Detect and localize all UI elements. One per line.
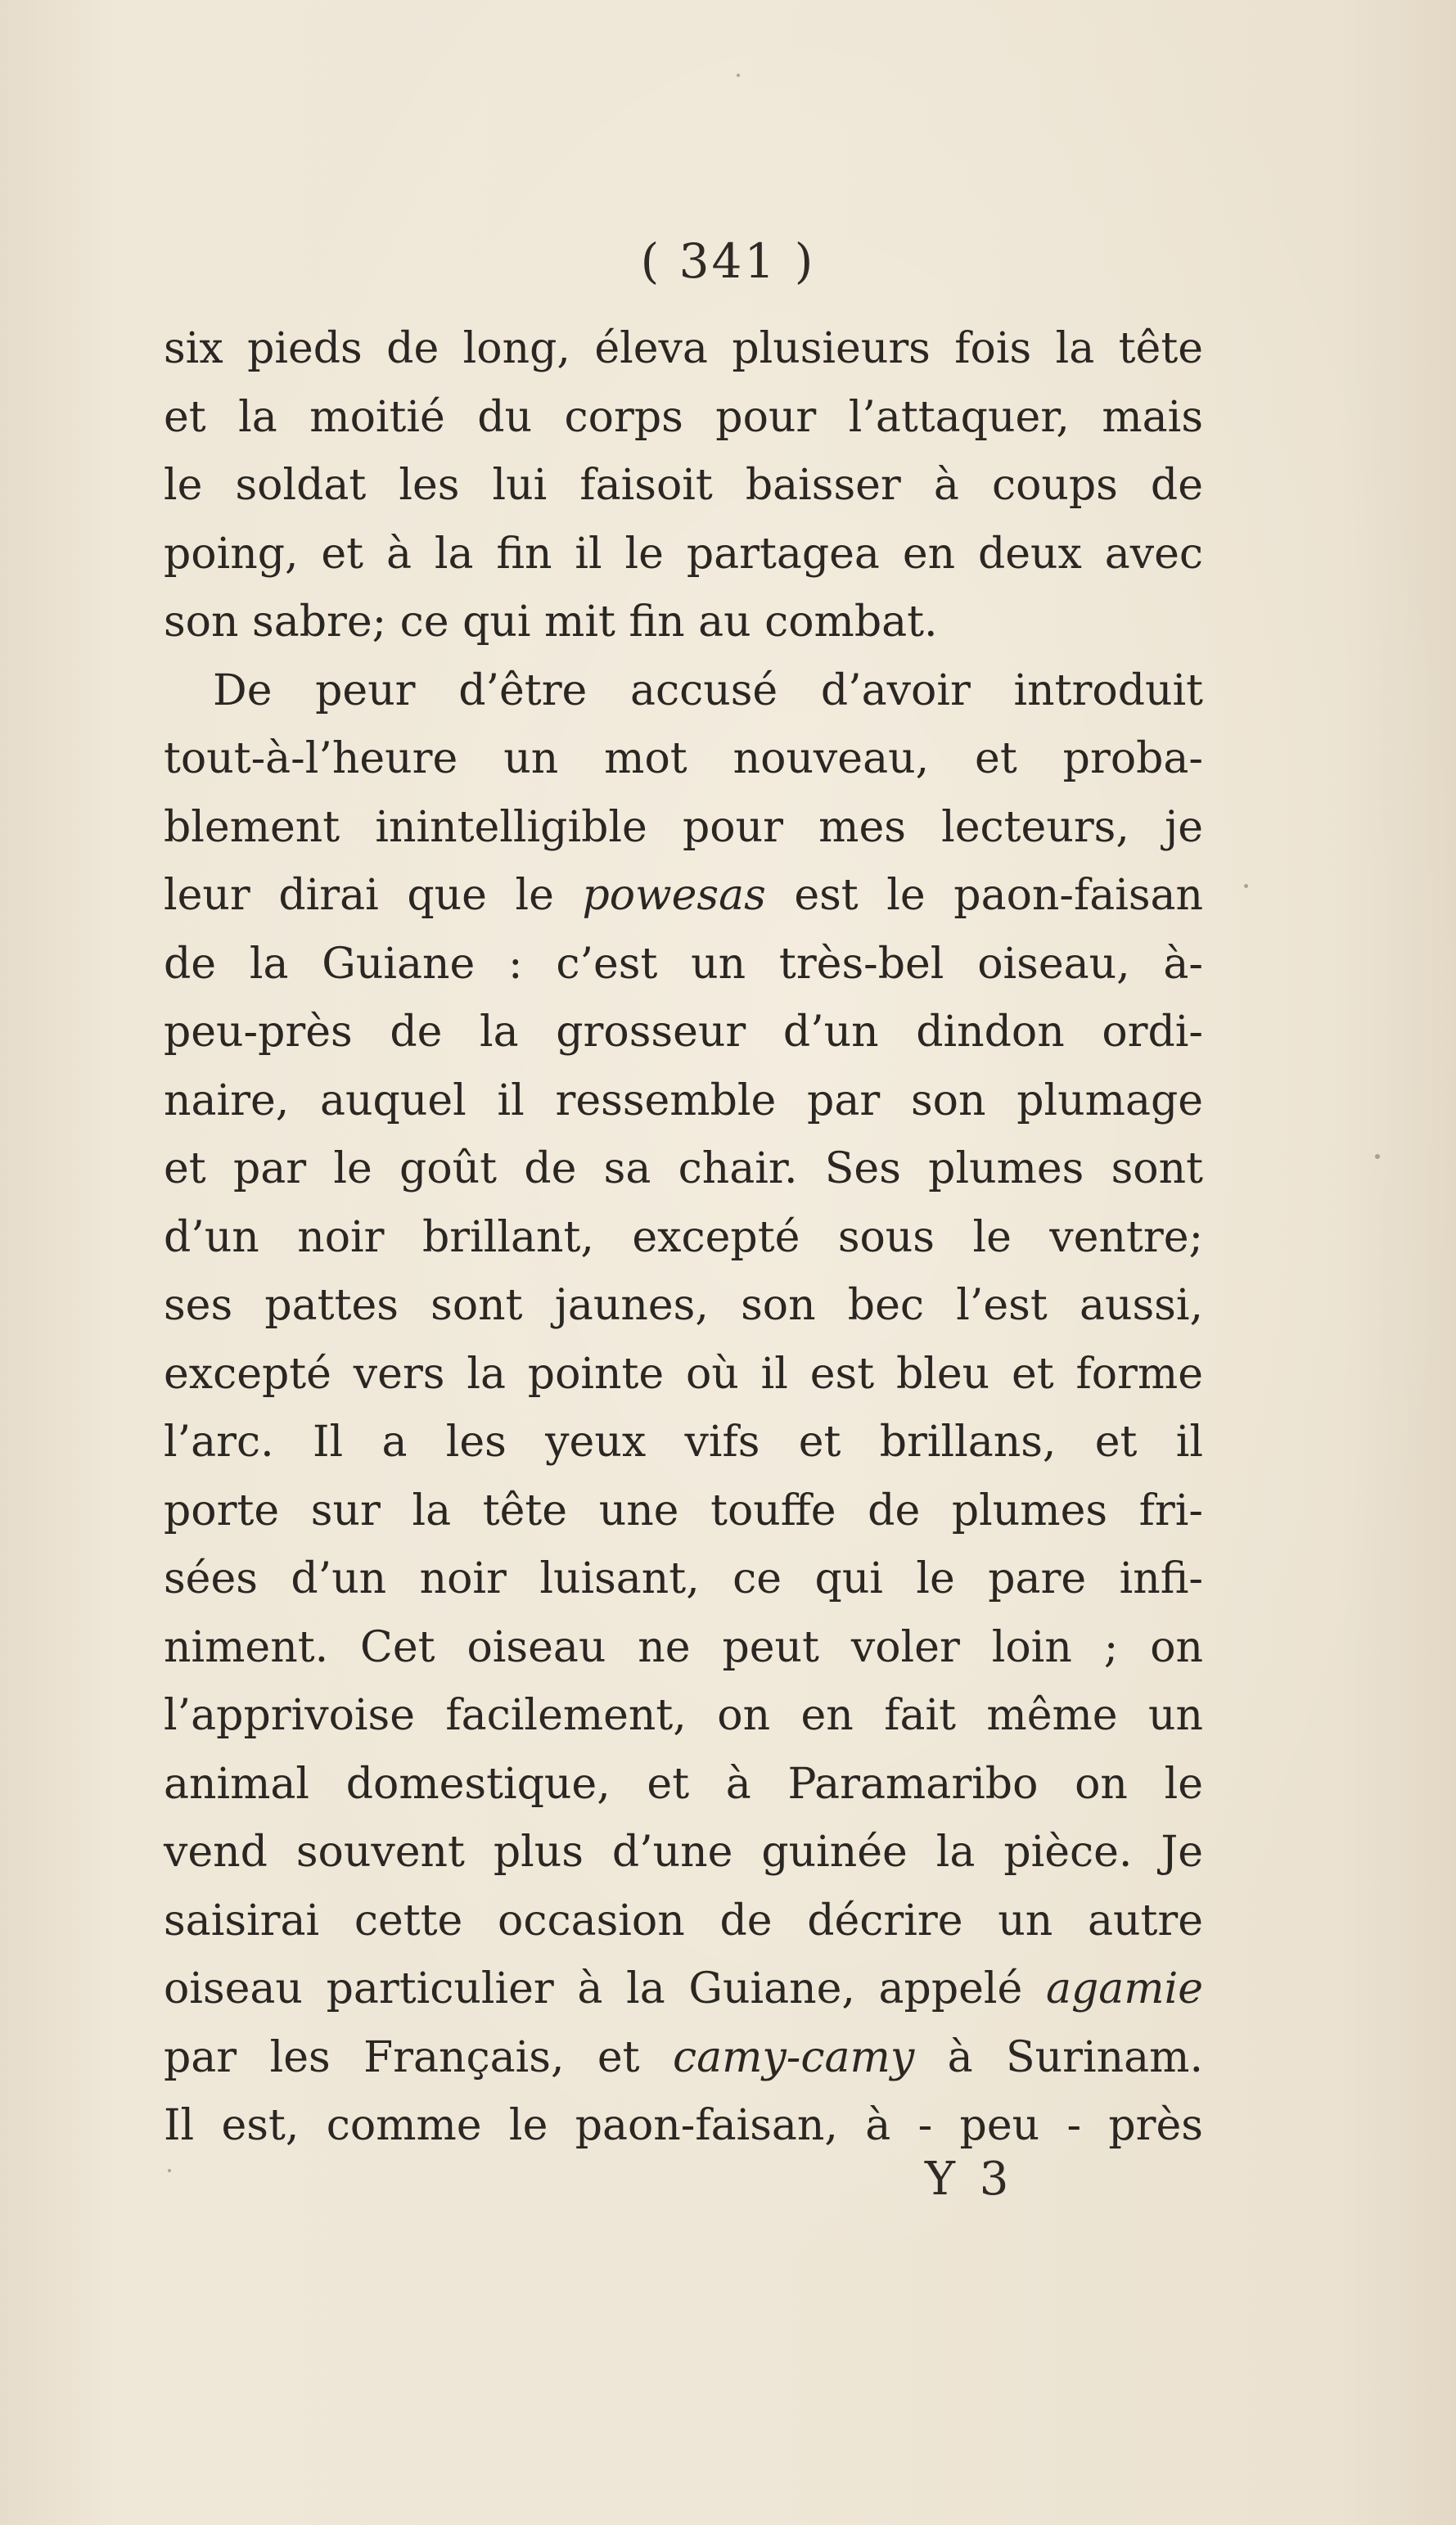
- text-segment: est le paon-faisan: [765, 871, 1204, 920]
- text-line: porte sur la tête une touffe de plumes fri-: [164, 1486, 1203, 1535]
- text-line: animal domestique, et à Paramaribo on le: [164, 1759, 1203, 1809]
- text-segment: oiseau particulier à la Guiane, appelé: [164, 1964, 1046, 2013]
- signature-mark: Y 3: [925, 2153, 1014, 2206]
- paper-speck: [1375, 1154, 1380, 1159]
- paper-speck: [168, 2169, 171, 2172]
- text-segment: leur dirai que le: [164, 871, 583, 920]
- text-segment: à Surinam.: [914, 2032, 1203, 2082]
- page-number-header: ( 341 ): [640, 233, 816, 289]
- text-line: vend souvent plus d’une guinée la pièce. Je: [164, 1828, 1203, 1877]
- text-line: [164, 1955, 1203, 2024]
- text-line: le soldat les lui faisoit baisser à coups de: [164, 461, 1203, 510]
- text-line: sées d’un noir luisant, ce qui le pare infi-: [164, 1554, 1203, 1603]
- body-text: [164, 315, 1203, 2161]
- text-line: ses pattes sont jaunes, son bec l’est aussi,: [164, 1281, 1203, 1330]
- italic-term: camy-camy: [673, 2032, 915, 2082]
- text-line: l’arc. Il a les yeux vifs et brillans, et il: [164, 1418, 1203, 1467]
- text-line: d’un noir brillant, excepté sous le ventre;: [164, 1212, 1203, 1262]
- text-segment: par les Français, et: [164, 2032, 673, 2082]
- text-line: et par le goût de sa chair. Ses plumes sont: [164, 1144, 1203, 1193]
- text-line: l’apprivoise facilement, on en fait même un: [164, 1691, 1203, 1740]
- text-line: [164, 862, 1203, 931]
- text-line: tout-à-l’heure un mot nouveau, et proba-: [164, 734, 1203, 783]
- paper-speck: [737, 74, 740, 77]
- text-line: niment. Cet oiseau ne peut voler loin ; on: [164, 1622, 1203, 1672]
- text-line: poing, et à la fin il le partagea en deux avec: [164, 529, 1203, 579]
- text-line: six pieds de long, éleva plusieurs fois la tête: [164, 324, 1203, 373]
- text-line: excepté vers la pointe où il est bleu et forme: [164, 1349, 1203, 1399]
- text-line: de la Guiane : c’est un très-bel oiseau, à-: [164, 939, 1203, 989]
- text-line: saisirai cette occasion de décrire un autre: [164, 1896, 1203, 1946]
- text-line: naire, auquel il ressemble par son plumage: [164, 1075, 1203, 1125]
- text-line: [164, 2024, 1203, 2093]
- text-line: De peur d’être accusé d’avoir introduit: [213, 665, 1203, 715]
- italic-term: agamie: [1045, 1964, 1203, 2013]
- text-line: peu-près de la grosseur d’un dindon ordi-: [164, 1008, 1203, 1057]
- text-line: et la moitié du corps pour l’attaquer, mais: [164, 392, 1203, 442]
- text-line: blement inintelligible pour mes lecteurs, je: [164, 802, 1203, 852]
- text-line: son sabre; ce qui mit fin au combat.: [164, 597, 938, 647]
- paper-speck: [1244, 884, 1248, 888]
- text-line: Il est, comme le paon-faisan, à - peu - près: [164, 2101, 1203, 2150]
- italic-term: powesas: [582, 871, 766, 920]
